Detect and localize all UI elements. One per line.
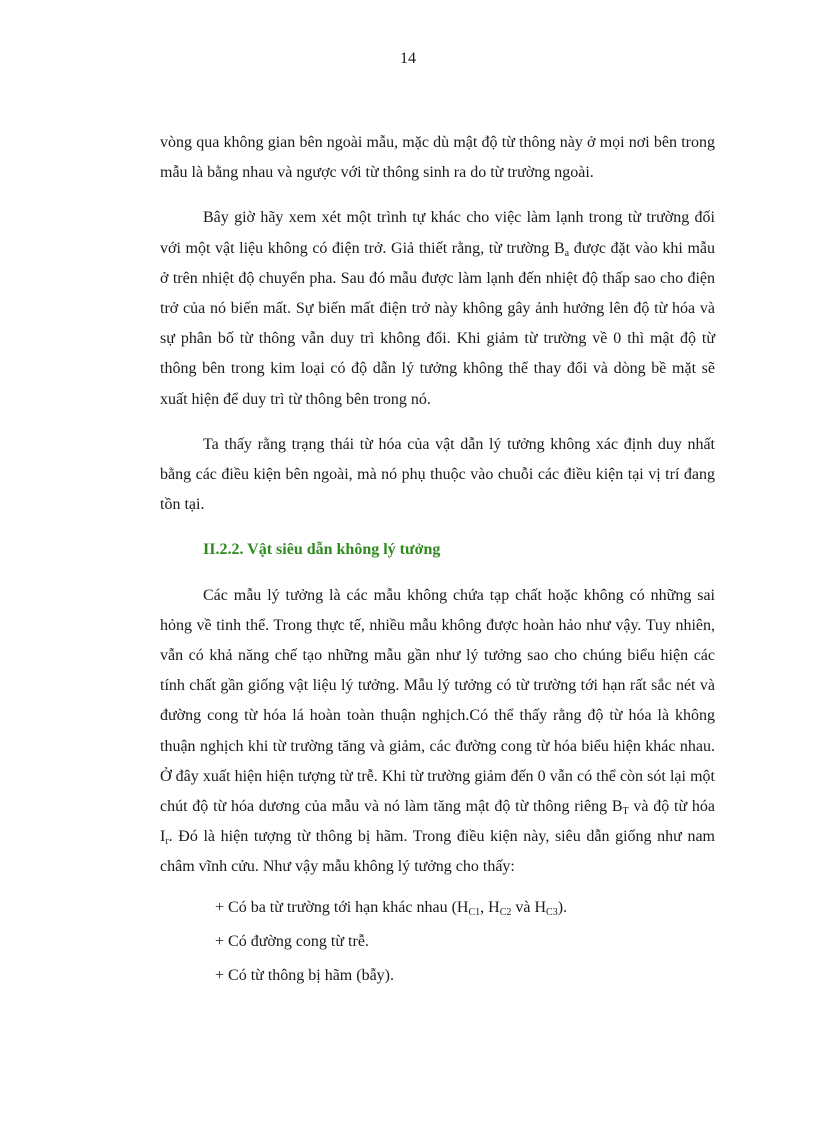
properties-list	[160, 891, 715, 993]
paragraph-non-ideal	[160, 581, 715, 883]
list-item-text: , H	[480, 898, 500, 916]
subscript: r	[165, 836, 169, 848]
list-item-text: + Có ba từ trường tới hạn khác nhau (H	[215, 898, 469, 916]
list-item: + Có từ thông bị hãm (bẫy).	[215, 966, 395, 984]
subscript: a	[564, 247, 570, 259]
subscript: C2	[499, 906, 512, 918]
paragraph-text: Các mẫu lý tưởng là các mẫu không chứa tạp chất hoặc không có những sai hỏng về tinh thể. Trong thực tế, nhiều mẫu không được hoàn hảo như vậy. Tuy nhiên, vẫn có khả năng chế tạo những mẫu gần như lý tưởng sao cho chúng biểu hiện các tính chất gần giống vật liệu lý tưởng. Mẫu lý tưởng có từ trường tới hạn rất sắc nét và đường cong từ hóa lá hoàn toàn thuận nghịch.Có thể thấy rằng độ từ hóa là không thuận nghịch khi từ trường tăng và giảm, các đường cong từ hóa biểu hiện khác nhau. Ở đây xuất hiện hiện tượng từ trễ. Khi từ trường giảm đến 0 vẫn có thể còn sót lại một chút độ từ hóa dương của mẫu và nó làm tăng mật độ từ thông riêng B	[160, 586, 715, 816]
paragraph-text: và độ từ hóa I	[160, 798, 715, 846]
subscript: C1	[468, 906, 481, 918]
subscript: T	[622, 806, 629, 818]
list-item-text: và H	[511, 898, 547, 916]
paragraph-continuation: vòng qua không gian bên ngoài mẫu, mặc dù mật độ từ thông này ở mọi nơi bên trong mẫu là bằng nhau và ngược với từ thông sinh ra do từ trường ngoài.	[160, 134, 715, 182]
list-item: + Có đường cong từ trễ.	[215, 932, 369, 950]
document-body	[160, 128, 715, 993]
section-heading: II.2.2. Vật siêu dẫn không lý tưởng	[203, 541, 441, 559]
list-item-text: ).	[557, 898, 568, 916]
paragraph-text: được đặt vào khi mẫu ở trên nhiệt độ chuyển pha. Sau đó mẫu được làm lạnh đến nhiệt độ thấp sao cho điện trở của nó biến mất. Sự biến mất điện trở này không gây ảnh hưởng lên độ từ hóa và sự phân bố từ thông vẫn duy trì không đổi. Khi giảm từ trường về 0 thì mật độ từ thông bên trong kim loại có độ dẫn lý tưởng không thể thay đổi và dòng bề mặt sẽ xuất hiện để duy trì từ thông bên trong nó.	[160, 239, 715, 408]
subscript: C3	[546, 906, 558, 918]
page-number: 14	[400, 50, 416, 67]
paragraph-cooling-sequence	[160, 203, 715, 414]
paragraph-text: Bây giờ hãy xem xét một trình tự khác cho việc làm lạnh trong từ trường đối với một vật liệu không có điện trở. Giả thiết rằng, từ trường B	[160, 209, 715, 257]
paragraph-magnetization-state: Ta thấy rằng trạng thái từ hóa của vật dẫn lý tưởng không xác định duy nhất bằng các điều kiện bên ngoài, mà nó phụ thuộc vào chuỗi các điều kiện tại vị trí đang tồn tại.	[160, 435, 715, 514]
paragraph-text: . Đó là hiện tượng từ thông bị hãm. Trong điều kiện này, siêu dẫn giống như nam châm vĩnh cửu. Như vậy mẫu không lý tưởng cho thấy:	[160, 828, 715, 876]
list-item	[215, 891, 715, 925]
